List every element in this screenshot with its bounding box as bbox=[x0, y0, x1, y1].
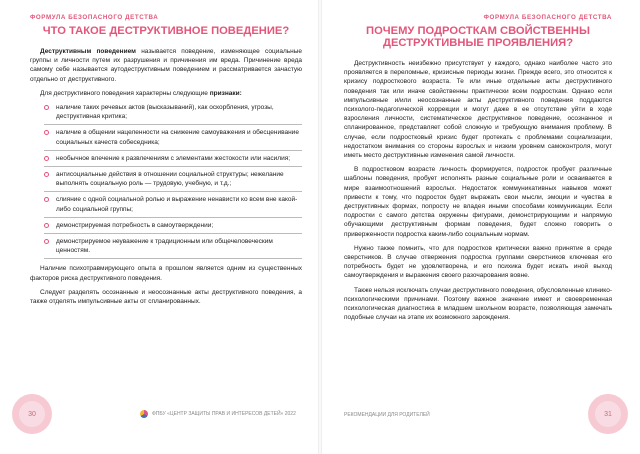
page-title: ПОЧЕМУ ПОДРОСТКАМ СВОЙСТВЕННЫ ДЕСТРУКТИВНЫЕ ПРОЯВЛЕНИЯ? bbox=[366, 25, 590, 49]
page-title: ЧТО ТАКОЕ ДЕСТРУКТИВНОЕ ПОВЕДЕНИЕ? bbox=[42, 25, 290, 37]
page-number: 31 bbox=[595, 401, 621, 427]
intro-rest: называется поведение, изменяющее социальные группы и личности путем их разрушения и причинения им вреда. Причинение вреда самому себе называется аутодеструктивным поведением и рассматривается зачастую отдельно от деструктивного. bbox=[30, 48, 302, 83]
separate-paragraph: Следует разделять осознанные и неосознанные акты деструктивного поведения, а также отделять импульсивные акты от спланированных. bbox=[30, 288, 302, 306]
body-paragraph: В подростковом возрасте личность формируется, подросток пробует различные шаблоны поведения, пробует исполнять разные социальные роли и осваивается в мире взаимоотношений взрослых. Недостаток коммуникативных навыков может привести к тому, что подросток будет выражать свои мысли, эмоции и чувства в деструктивных формах, попросту не владея иными способами коммуникации. Если подростки с самого детства окружены фигурами, демонстрирующими и напрямую обучающими деструктивным формам поведения, будет сложно говорить о приверженности подростка каким-либо социальным нормам. bbox=[344, 166, 612, 238]
list-item-text: демонстрируемая потребность в самоутверждении; bbox=[56, 221, 214, 229]
list-item-text: наличие в общении нацеленности на снижение самоуважения и обесценивание социальных качеств собеседника; bbox=[56, 129, 299, 146]
list-item bbox=[44, 170, 302, 192]
features-lead-text: Для деструктивного поведения характерны следующие bbox=[40, 89, 210, 97]
bullet-icon bbox=[44, 239, 49, 244]
features-list bbox=[44, 103, 302, 259]
bullet-icon bbox=[44, 172, 49, 177]
book-gutter bbox=[318, 0, 322, 454]
page-number-badge bbox=[12, 394, 52, 434]
list-item bbox=[44, 128, 302, 150]
page-number-badge bbox=[588, 394, 628, 434]
page-number: 30 bbox=[19, 401, 45, 427]
trauma-paragraph: Наличие психотравмирующего опыта в прошлом является одним из существенных факторов риска деструктивного поведения. bbox=[30, 265, 302, 282]
body-paragraph: Деструктивность неизбежно присутствует у каждого, однако наиболее часто это проявляется в переломные, кризисные периоды жизни. Прежде всего, это относится к кризису подросткового возраста. Те или иные отдельные акты деструктивного поведения так или иначе свойственны практически всем подросткам. Однако если импульсивные и/или неосознанные акты деструктивного поведения поддаются психолого-педагогической коррекции и могут даже в ее отсутствие уйти в ходе взросления личности, систематическое деструктивное поведение, осознанное и спланированное, представляет собой сложную и требующую внимания проблему. В случае, если подростковый кризис будет протекать с проблемами социализации, недостатком внимания со стороны взрослых и низким уровнем самоконтроля, могут иметь место деструктивные изменения самой личности. bbox=[344, 60, 612, 160]
list-item bbox=[44, 221, 302, 234]
features-lead bbox=[30, 89, 302, 98]
footer-org bbox=[140, 410, 296, 418]
intro-bold: Деструктивным поведением bbox=[40, 48, 136, 55]
section-label: ФОРМУЛА БЕЗОПАСНОГО ДЕТСТВА bbox=[483, 14, 612, 21]
body-paragraph: Также нельзя исключать случаи деструктивного поведения, обусловленные клинико-психологическими причинами. Поэтому важное значение имеет и своевременная психологическая диагностика в младшем школьном возрасте, позволяющая замечать подобные случаи на этапе их возможного зарождения. bbox=[344, 286, 612, 322]
list-item-text: наличие таких речевых актов (высказываний), как оскорбления, угрозы, деструктивная критика; bbox=[56, 104, 274, 121]
body-paragraph: Нужно также помнить, что для подростков критически важно принятие в среде сверстников. В случае отвержения подростка группами сверстников ключевая его потребность будет не удовлетворена, и его психика будет искать иной выход самоутверждения и выражения своего разочарования вовне. bbox=[344, 244, 612, 280]
bullet-icon bbox=[44, 105, 49, 110]
list-item bbox=[44, 154, 302, 167]
list-item-text: слияние с одной социальной ролью и выражение ненависти ко всем вне какой-либо социальной группы; bbox=[56, 196, 298, 213]
list-item-text: демонстрируемое неуважение к традиционным или общечеловеческим ценностям. bbox=[56, 238, 273, 255]
footer-text: РЕКОМЕНДАЦИИ ДЛЯ РОДИТЕЛЕЙ bbox=[344, 412, 430, 418]
intro-paragraph bbox=[30, 47, 302, 84]
bullet-icon bbox=[44, 130, 49, 135]
bullet-icon bbox=[44, 223, 49, 228]
bullet-icon bbox=[44, 156, 49, 161]
section-label: ФОРМУЛА БЕЗОПАСНОГО ДЕТСТВА bbox=[30, 14, 159, 21]
list-item bbox=[44, 103, 302, 125]
org-logo-icon bbox=[140, 410, 148, 418]
footer-text: ФПБУ «ЦЕНТР ЗАЩИТЫ ПРАВ И ИНТЕРЕСОВ ДЕТЕЙ» 2022 bbox=[152, 411, 296, 417]
bullet-icon bbox=[44, 197, 49, 202]
list-item bbox=[44, 195, 302, 217]
list-item-text: необычное влечение к развлечениям с элементами жестокости или насилия; bbox=[56, 154, 291, 162]
features-lead-bold: признаки: bbox=[209, 89, 242, 97]
right-page bbox=[320, 0, 640, 454]
list-item-text: антисоциальные действия в отношении социальной структуры; нежелание выполнять социальную роль — трудовую, учебную, и т.д.; bbox=[56, 171, 284, 188]
list-item bbox=[44, 237, 302, 259]
